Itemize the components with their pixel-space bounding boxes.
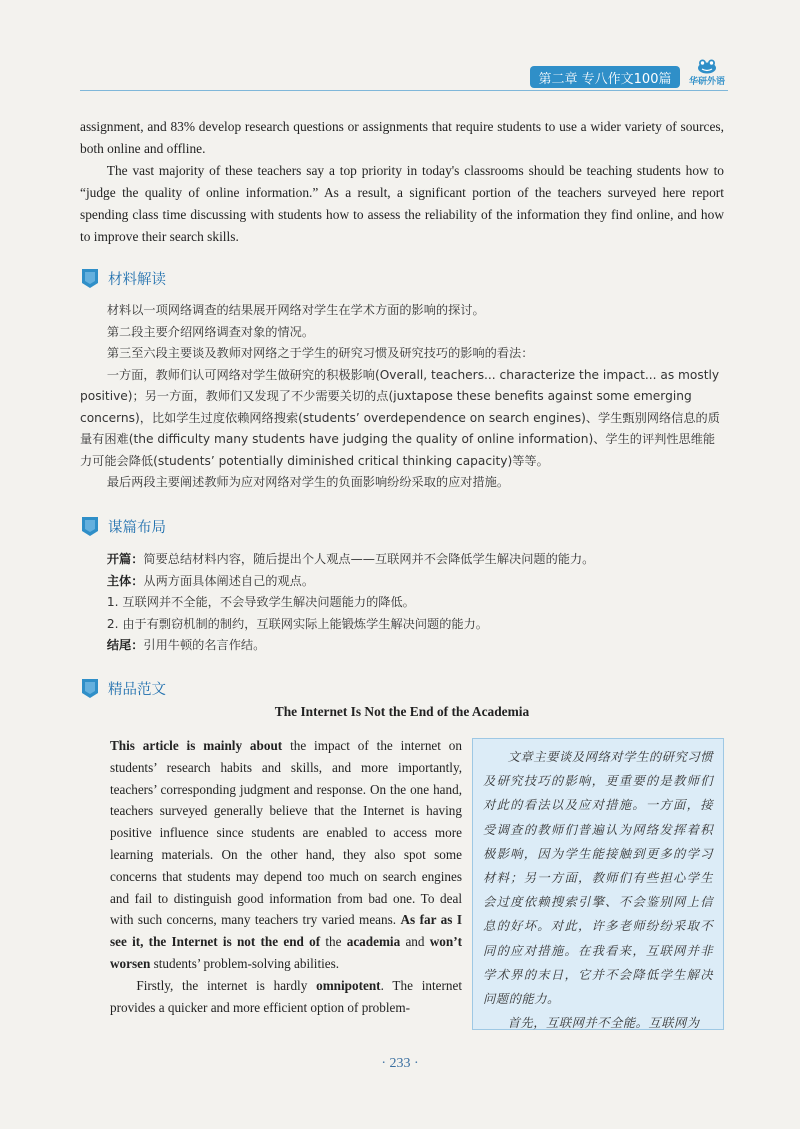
essay-text: . The internet provides a quicker and more efficient option of problem- <box>110 977 462 1015</box>
essay-highlight: This article is mainly about <box>110 738 283 753</box>
essay-highlight: omnipotent <box>316 977 381 993</box>
essay-text: the impact of the internet on students’ research habits and skills, and more importantly, teachers’ corresponding judgment and response. On the one hand, teachers surveyed generally believe that the Internet is having positive influence since students are enabled to access more learning materials. On the other hand, they also spot some concerns that students may depend too much on search engines and fail to distinguish good information from bad one. To deal with such concerns, many teachers try varied means. <box>110 738 462 928</box>
essay-paragraph-1 <box>110 735 462 975</box>
material-line-2: 第二段主要介绍网络调查对象的情况。 <box>106 324 315 339</box>
structure-point-1: 1. 互联网并不全能，不会导致学生解决问题能力的降低。 <box>106 595 415 609</box>
chapter-tab-label: 第二章 专八作文100篇 <box>538 71 672 87</box>
section-heading-structure <box>80 514 166 538</box>
model-essay <box>110 735 462 1018</box>
bookmark-icon <box>80 515 100 537</box>
opening-text: 简要总结材料内容，随后提出个人观点——互联网并不会降低学生解决问题的能力。 <box>143 552 595 566</box>
section-title: 材料解读 <box>108 271 166 288</box>
body-label: 主体： <box>106 573 144 588</box>
ending-text: 引用牛顿的名言作结。 <box>143 638 266 652</box>
essay-title: The Internet Is Not the End of the Academia <box>274 704 530 719</box>
essay-highlight: won’t worsen <box>110 934 462 971</box>
essay-text: students’ problem-solving abilities. <box>150 955 340 971</box>
bookmark-icon <box>80 267 100 289</box>
essay-paragraph-2 <box>110 975 462 1019</box>
body-text: 从两方面具体阐述自己的观点。 <box>143 573 315 588</box>
translation-paragraph-1: 文章主要谈及网络对学生的研究习惯及研究技巧的影响，更重要的是教师们对此的看法以及应对措施。一方面，接受调查的教师们普遍认为网络发挥着积极影响，因为学生能接触到更多的学习材料；另一方面，教师们有些担心学生会过度依赖搜索引擎、不会鉴别网上信息的好坏。对此，许多老师纷纷采取不同的应对措施。在我看来，互联网并非学术界的末日，它并不会降低学生解决问题的能力。 <box>483 750 713 1007</box>
essay-highlight: As far as I see it, the Internet is not the end of <box>110 912 462 950</box>
section-heading-model-essay <box>80 676 166 700</box>
opening-label: 开篇： <box>106 552 144 566</box>
publisher-logo <box>684 58 730 92</box>
translation-note-box <box>472 738 724 1030</box>
ending-label: 结尾： <box>106 638 144 652</box>
material-line-4: 一方面，教师们认可网络对学生做研究的积极影响(Overall, teachers... characterize the impact... as mostly positive)；另一方面，教师们又发现了不少需要关切的点(juxtapose these benefits against some emerging concerns)，比如学生过度依赖网络搜索(students’ overdependence on search engines)、学生甄别网络信息的质量有困难(the difficulty many students have judging the quality of online information)、学生的评判性思维能力可能会降低(students’ potentially diminished critical thinking capacity)等等。 <box>80 367 720 468</box>
chapter-tab <box>530 66 680 88</box>
essay-text: and <box>400 934 430 950</box>
header-divider <box>80 90 728 91</box>
material-line-5: 最后两段主要阐述教师为应对网络对学生的负面影响纷纷采取的应对措施。 <box>106 475 510 489</box>
essay-text: Firstly, the internet is hardly <box>136 977 317 993</box>
section-heading-material <box>80 266 166 290</box>
page-number: · 233 · <box>381 1056 419 1071</box>
section-title: 谋篇布局 <box>108 519 166 536</box>
bookmark-icon <box>80 677 100 699</box>
section-title: 精品范文 <box>108 681 166 698</box>
logo-text: 华研外语 <box>688 77 725 87</box>
translation-paragraph-2: 首先，互联网并不全能。互联网为 <box>507 1016 700 1031</box>
essay-structure <box>80 549 724 657</box>
material-line-3: 第三至六段主要谈及教师对网络之于学生的研究习惯及研究技巧的影响的看法： <box>106 346 534 360</box>
material-line-1: 材料以一项网络调查的结果展开网络对学生在学术方面的影响的探讨。 <box>106 303 485 317</box>
structure-point-2: 2. 由于有剽窃机制的制约，互联网实际上能锻炼学生解决问题的能力。 <box>106 616 488 631</box>
essay-text: the <box>320 934 347 950</box>
intro-paragraph-2: The vast majority of these teachers say a top priority in today's classrooms should be teaching students how to “judge the quality of online information.” As a result, a significant portion of the teachers surveyed here report spending class time discussing with students how to assess the reliability of the information they find online, and how to improve their search skills. <box>80 163 724 244</box>
intro-paragraph-1: assignment, and 83% develop research questions or assignments that require students to use a wider variety of sources, both online and offline. <box>80 119 724 156</box>
material-analysis <box>80 300 724 494</box>
frog-logo-icon <box>696 58 718 74</box>
essay-highlight: academia <box>346 934 401 950</box>
